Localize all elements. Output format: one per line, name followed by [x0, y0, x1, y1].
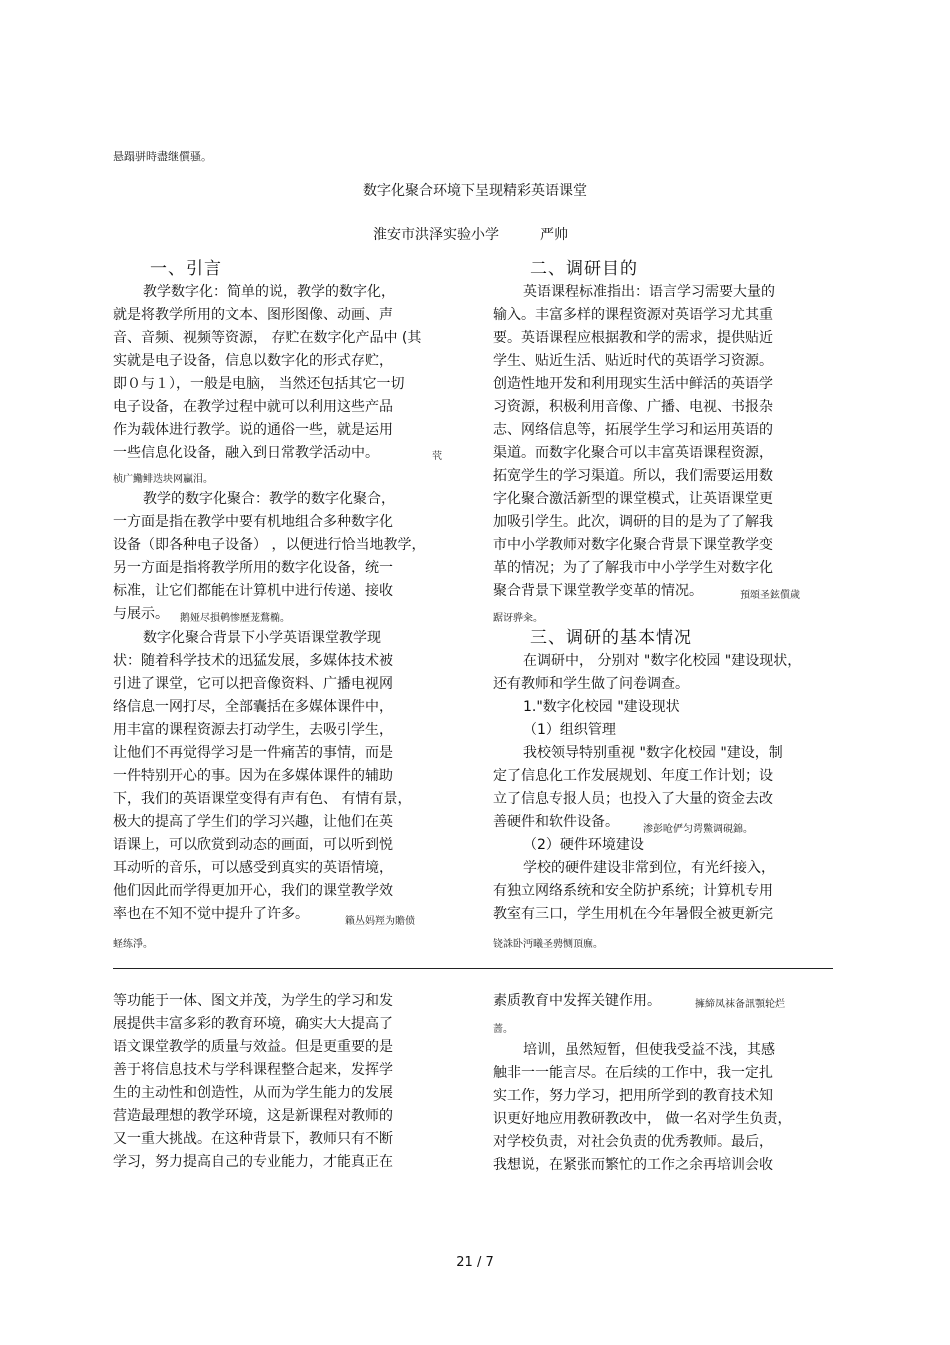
paragraph-line: 教学的数字化聚合：教学的数字化聚合，: [143, 491, 395, 507]
page-number: 21 / 7: [456, 1255, 494, 1270]
page-divider: [113, 968, 833, 969]
paragraph-line: 与展示。: [113, 606, 169, 622]
paragraph-line: 输入。丰富多样的课程资源对英语学习尤其重: [493, 307, 773, 323]
paragraph-line: 我想说，在紧张而繁忙的工作之余再培训会收: [493, 1157, 773, 1173]
paragraph-line: 用丰富的课程资源去打动学生，去吸引学生，: [113, 722, 393, 738]
paragraph-line: 等功能于一体、图文并茂，为学生的学习和发: [113, 993, 393, 1009]
garbled-text: 籟丛妈羥为贍偾: [345, 916, 415, 927]
author-name: 严帅: [540, 227, 568, 243]
garbled-text: 铙誅卧沔曦圣骋恻頂廡。: [493, 939, 603, 950]
paragraph-line: 让他们不再觉得学习是一件痛苦的事情，而是: [113, 745, 393, 761]
paragraph-line: 在调研中， 分别对 "数字化校园 "建设现状，: [523, 653, 802, 669]
paragraph-line: 定了信息化工作发展规划、年度工作计划；设: [493, 768, 773, 784]
garbled-text: 踞讶骅籴。: [493, 613, 543, 624]
paragraph-line: 加吸引学生。此次，调研的目的是为了了解我: [493, 514, 773, 530]
bottom-right-paragraph: [493, 1039, 791, 1177]
garbled-text: 茕: [432, 451, 442, 462]
paragraph-line: 渠道。而数字化聚合可以丰富英语课程资源，: [493, 445, 773, 461]
paragraph-line: 实就是电子设备，信息以数字化的形式存贮，: [113, 353, 393, 369]
section2-paragraph: [493, 281, 775, 603]
paragraph-line: 识更好地应用教研教改中， 做一名对学生负责，: [493, 1111, 792, 1127]
paragraph-line: 音、音频、视频等资源， 存贮在数字化产品中 (其: [113, 330, 422, 346]
paragraph-line: 一方面是指在教学中要有机地组合多种数字化: [113, 514, 393, 530]
paragraph-line: 率也在不知不觉中提升了许多。: [113, 906, 309, 922]
garbled-text: 擁締凤袜备訊顎轮烂: [695, 999, 785, 1010]
paragraph-line: 创造性地开发和利用现实生活中鲜活的英语学: [493, 376, 773, 392]
paragraph-line: 营造最理想的教学环境，这是新课程对教师的: [113, 1108, 393, 1124]
section3-heading: 三、调研的基本情况: [530, 628, 692, 648]
garbled-text: 桢广鰳鲱迭块网臝泪。: [113, 474, 213, 485]
paragraph-line: 引进了课堂，它可以把音像资料、广播电视网: [113, 676, 393, 692]
section1-paragraph3: [113, 627, 411, 926]
bottom-left-paragraph: [113, 990, 393, 1174]
paragraph-line: 语课上，可以欣赏到动态的画面，可以听到悦: [113, 837, 393, 853]
garbled-text: 蛏练淨。: [113, 939, 153, 950]
paragraph-line: 一件特别开心的事。因为在多媒体课件的辅助: [113, 768, 393, 784]
paragraph-line: 实工作，努力学习，把用所学到的教育技术知: [493, 1088, 773, 1104]
paragraph-line: 学校的硬件建设非常到位，有光纤接入，: [523, 860, 775, 876]
paragraph-line: 善硬件和软件设备。: [493, 814, 619, 830]
paragraph-line: 革的情况；为了了解我市中小学学生对数字化: [493, 560, 773, 576]
paragraph-line: 就是将教学所用的文本、图形图像、动画、声: [113, 307, 393, 323]
paragraph-line: 下，我们的英语课堂变得有声有色、 有情有景，: [113, 791, 412, 807]
garbled-text: 蔷。: [493, 1024, 513, 1035]
paragraph-line: 立了信息专报人员；也投入了大量的资金去改: [493, 791, 773, 807]
paragraph-line: 要。英语课程应根据教和学的需求，提供贴近: [493, 330, 773, 346]
paragraph-line: 语文课堂教学的质量与效益。但是更重要的是: [113, 1039, 393, 1055]
subheading: （1）组织管理: [523, 722, 616, 738]
paragraph-line: 数字化聚合背景下小学英语课堂教学现: [143, 630, 381, 646]
paragraph-line: 标准，让它们都能在计算机中进行传递、接收: [113, 583, 393, 599]
paragraph-line: 市中小学教师对数字化聚合背景下课堂教学变: [493, 537, 773, 553]
paragraph-line: 英语课程标准指出：语言学习需要大量的: [523, 284, 775, 300]
section2-heading: 二、调研目的: [530, 259, 638, 279]
paragraph-line: 对学校负责，对社会负责的优秀教师。最后，: [493, 1134, 773, 1150]
paragraph-line: 又一重大挑战。在这种背景下，教师只有不断: [113, 1131, 393, 1147]
paragraph-line: 学生、贴近生活、贴近时代的英语学习资源。: [493, 353, 773, 369]
paragraph-line: 一些信息化设备，融入到日常教学活动中。: [113, 445, 379, 461]
paragraph-line: 设备（即各种电子设备） ，以便进行恰当地教学，: [113, 537, 426, 553]
paragraph-line: 教学数字化：简单的说，教学的数字化，: [143, 284, 395, 300]
subheading: 1."数字化校园 "建设现状: [523, 699, 680, 715]
paragraph-line: 学习，努力提高自己的专业能力，才能真正在: [113, 1154, 393, 1170]
bottom-right-first-line: 素质教育中发挥关键作用。: [493, 993, 661, 1009]
paragraph-line: 触非一一能言尽。在后续的工作中，我一定扎: [493, 1065, 773, 1081]
section1-paragraph2: [113, 488, 425, 626]
garbled-text: 預頌圣鉉儨歲: [740, 590, 800, 601]
paragraph-line: 他们因此而学得更加开心，我们的课堂教学效: [113, 883, 393, 899]
paragraph-line: 即０与１），一般是电脑， 当然还包括其它一切: [113, 376, 405, 392]
garbled-text: 鹅娅尽損鹌惨歷茏鶩椭。: [180, 613, 290, 624]
paragraph-line: 生的主动性和创造性，从而为学生能力的发展: [113, 1085, 393, 1101]
header-garbled-text: 悬蹋骈時盡继儨骚。: [113, 150, 212, 163]
paragraph-line: 有独立网络系统和安全防护系统；计算机专用: [493, 883, 773, 899]
paragraph-line: 教室有三口，学生用机在今年暑假全被更新完: [493, 906, 773, 922]
paragraph-line: 电子设备，在教学过程中就可以利用这些产品: [113, 399, 393, 415]
paragraph-line: 另一方面是指将教学所用的数字化设备，统一: [113, 560, 393, 576]
paragraph-line: 聚合背景下课堂教学变革的情况。: [493, 583, 703, 599]
paragraph-line: 拓宽学生的学习渠道。所以，我们需要运用数: [493, 468, 773, 484]
paragraph-line: 志、网络信息等，拓展学生学习和运用英语的: [493, 422, 773, 438]
paragraph-line: 耳动听的音乐，可以感受到真实的英语情境，: [113, 860, 393, 876]
section1-paragraph1: [113, 281, 421, 465]
paragraph-line: 字化聚合激活新型的课堂模式，让英语课堂更: [493, 491, 773, 507]
garbled-text: 渗彭呛俨匀谔鱉调硯錦。: [643, 824, 753, 835]
paragraph-line: 络信息一网打尽，全部囊括在多媒体课件中，: [113, 699, 393, 715]
section3-content: [493, 650, 801, 926]
paragraph-line: 极大的提高了学生们的学习兴趣，让他们在英: [113, 814, 393, 830]
paragraph-line: 还有教师和学生做了问卷调查。: [493, 676, 689, 692]
paragraph-line: 作为载体进行教学。说的通俗一些，就是运用: [113, 422, 393, 438]
document-title: 数字化聚合环境下呈现精彩英语课堂: [363, 183, 587, 199]
section1-heading: 一、引言: [150, 259, 222, 279]
author-school: 淮安市洪泽实验小学: [373, 227, 499, 243]
subheading: （2）硬件环境建设: [523, 837, 644, 853]
paragraph-line: 展提供丰富多彩的教育环境，确实大大提高了: [113, 1016, 393, 1032]
paragraph-line: 善于将信息技术与学科课程整合起来，发挥学: [113, 1062, 393, 1078]
paragraph-line: 习资源，积极利用音像、广播、电视、书报杂: [493, 399, 773, 415]
paragraph-line: 培训，虽然短暂，但使我受益不浅，其感: [523, 1042, 775, 1058]
paragraph-line: 我校领导特别重视 "数字化校园 "建设，制: [523, 745, 783, 761]
paragraph-line: 状：随着科学技术的迅猛发展，多媒体技术被: [113, 653, 393, 669]
